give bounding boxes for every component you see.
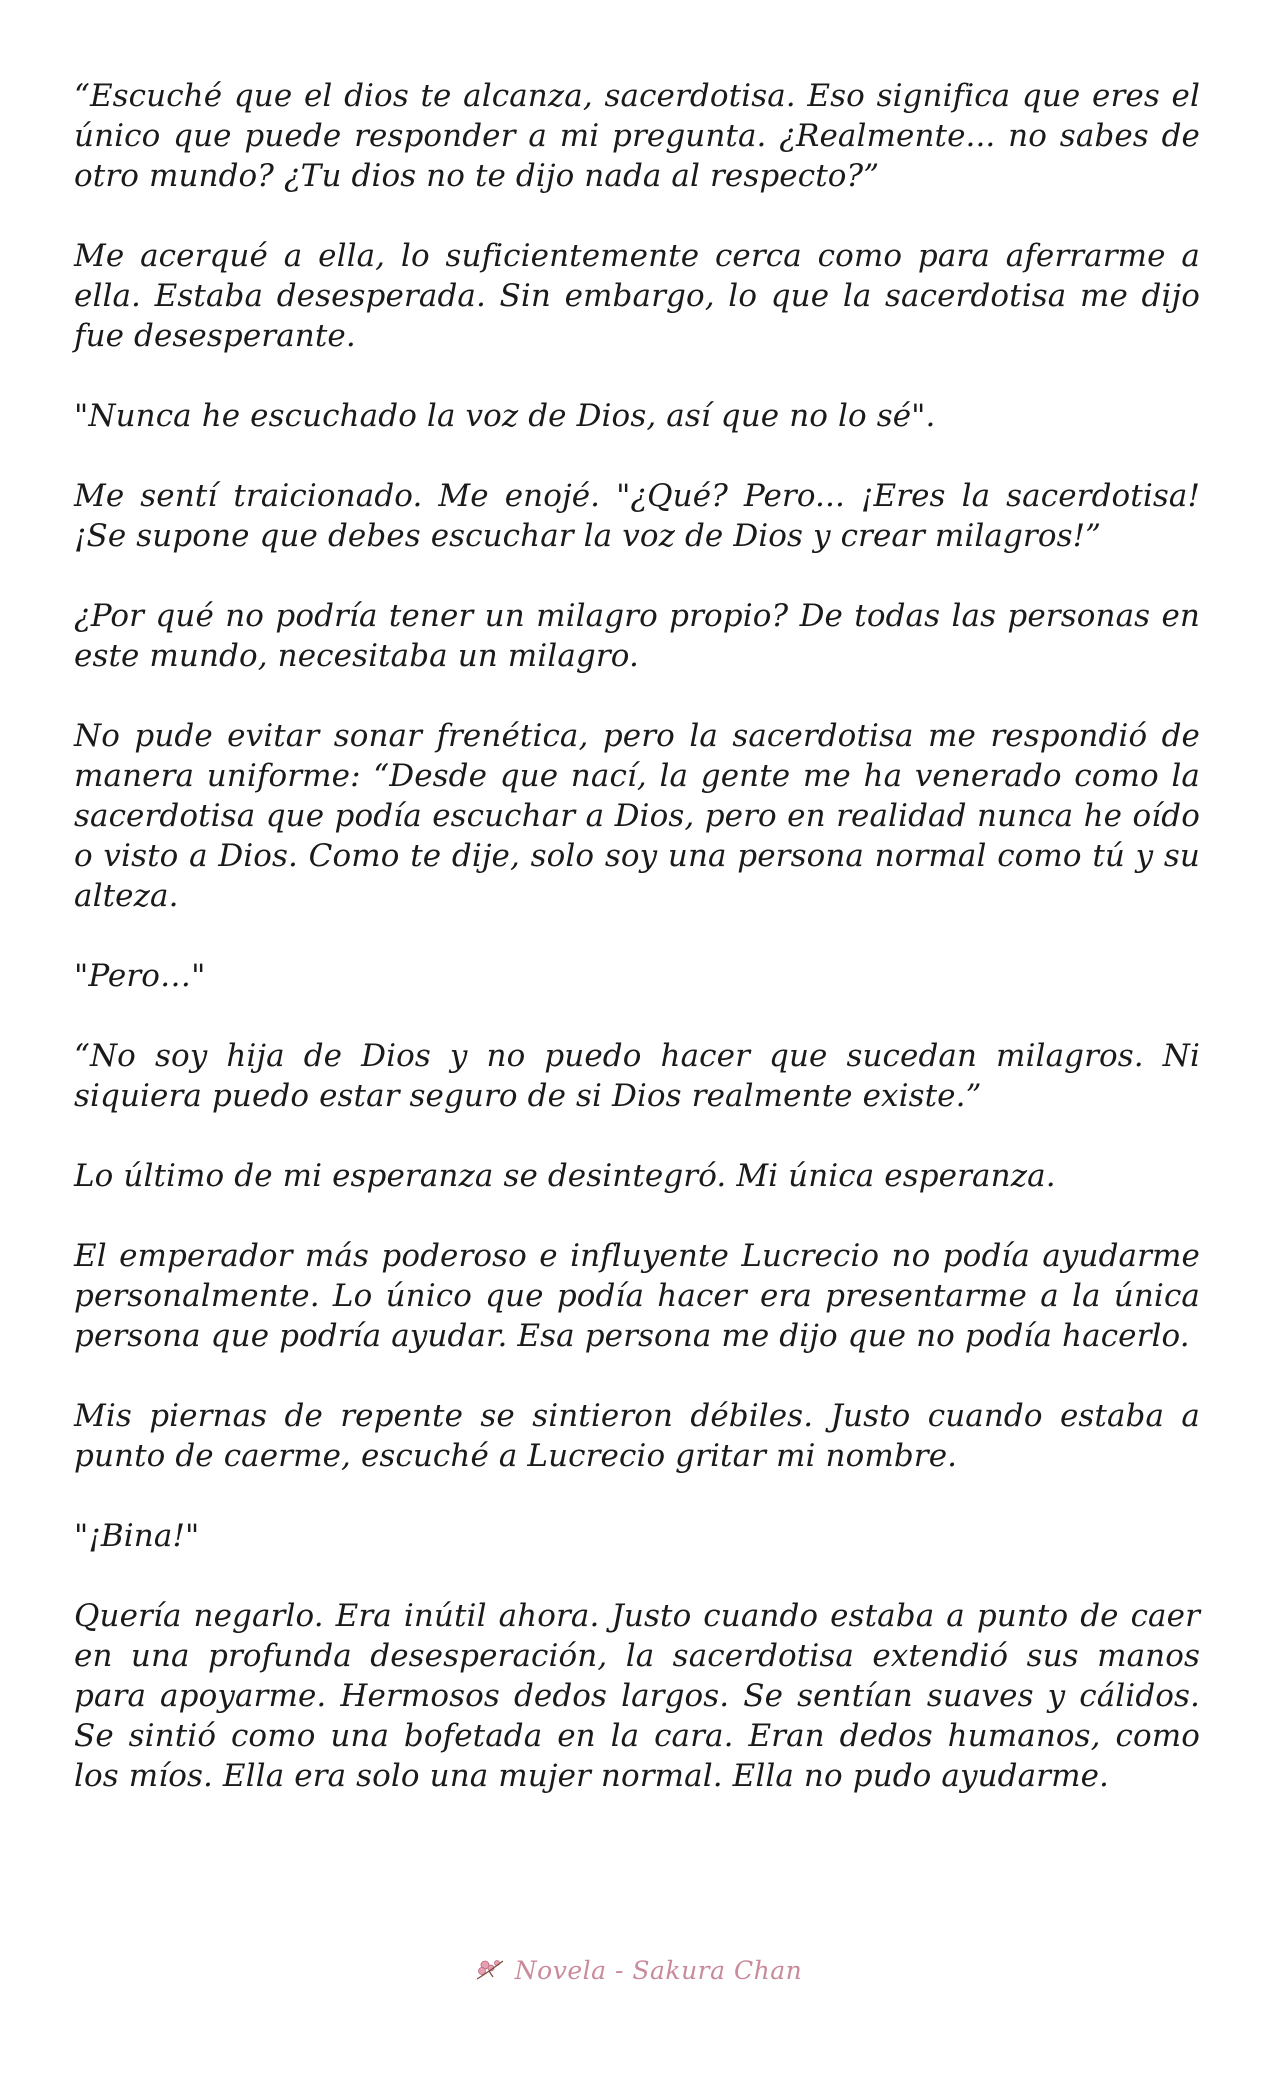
document-body xyxy=(74,76,1200,1836)
paragraph: “No soy hija de Dios y no puedo hacer que sucedan milagros. Ni siquiera puedo estar seguro de si Dios realmente existe.” xyxy=(74,1038,1200,1114)
paragraph: Me sentí traicionado. Me enojé. "¿Qué? Pero... ¡Eres la sacerdotisa! ¡Se supone que debes escuchar la voz de Dios y crear milagros!” xyxy=(74,478,1200,554)
watermark-text: Novela - Sakura Chan xyxy=(514,1955,803,1985)
paragraph: Me acerqué a ella, lo suficientemente cerca como para aferrarme a ella. Estaba desesperada. Sin embargo, lo que la sacerdotisa me dijo fue desesperante. xyxy=(74,238,1200,354)
watermark-footer xyxy=(0,1955,1275,1985)
paragraph: "¡Bina!" xyxy=(74,1518,200,1554)
paragraph: El emperador más poderoso e influyente Lucrecio no podía ayudarme personalmente. Lo único que podía hacer era presentarme a la única persona que podría ayudar. Esa persona me dijo que no podía hacerlo. xyxy=(74,1238,1200,1354)
paragraph: “Escuché que el dios te alcanza, sacerdotisa. Eso significa que eres el único que puede responder a mi pregunta. ¿Realmente... no sabes de otro mundo? ¿Tu dios no te dijo nada al respecto?” xyxy=(74,78,1200,194)
paragraph: Quería negarlo. Era inútil ahora. Justo cuando estaba a punto de caer en una profunda desesperación, la sacerdotisa extendió sus manos para apoyarme. Hermosos dedos largos. Se sentían suaves y cálidos. Se sintió como una bofetada en la cara. Eran dedos humanos, como los míos. Ella era solo una mujer normal. Ella no pudo ayudarme. xyxy=(74,1598,1200,1794)
paragraph: Mis piernas de repente se sintieron débiles. Justo cuando estaba a punto de caerme, escuché a Lucrecio gritar mi nombre. xyxy=(74,1398,1200,1474)
cherry-blossom-icon xyxy=(473,1955,509,1985)
paragraph: "Nunca he escuchado la voz de Dios, así que no lo sé". xyxy=(74,398,936,434)
paragraph: "Pero…" xyxy=(74,958,206,994)
paragraph: No pude evitar sonar frenética, pero la sacerdotisa me respondió de manera uniforme: “Desde que nací, la gente me ha venerado como la sacerdotisa que podía escuchar a Dios, pero en realidad nunca he oído o visto a Dios. Como te dije, solo soy una persona normal como tú y su alteza. xyxy=(74,718,1200,914)
paragraph: ¿Por qué no podría tener un milagro propio? De todas las personas en este mundo, necesitaba un milagro. xyxy=(74,598,1200,674)
paragraph: Lo último de mi esperanza se desintegró. Mi única esperanza. xyxy=(74,1158,1056,1194)
